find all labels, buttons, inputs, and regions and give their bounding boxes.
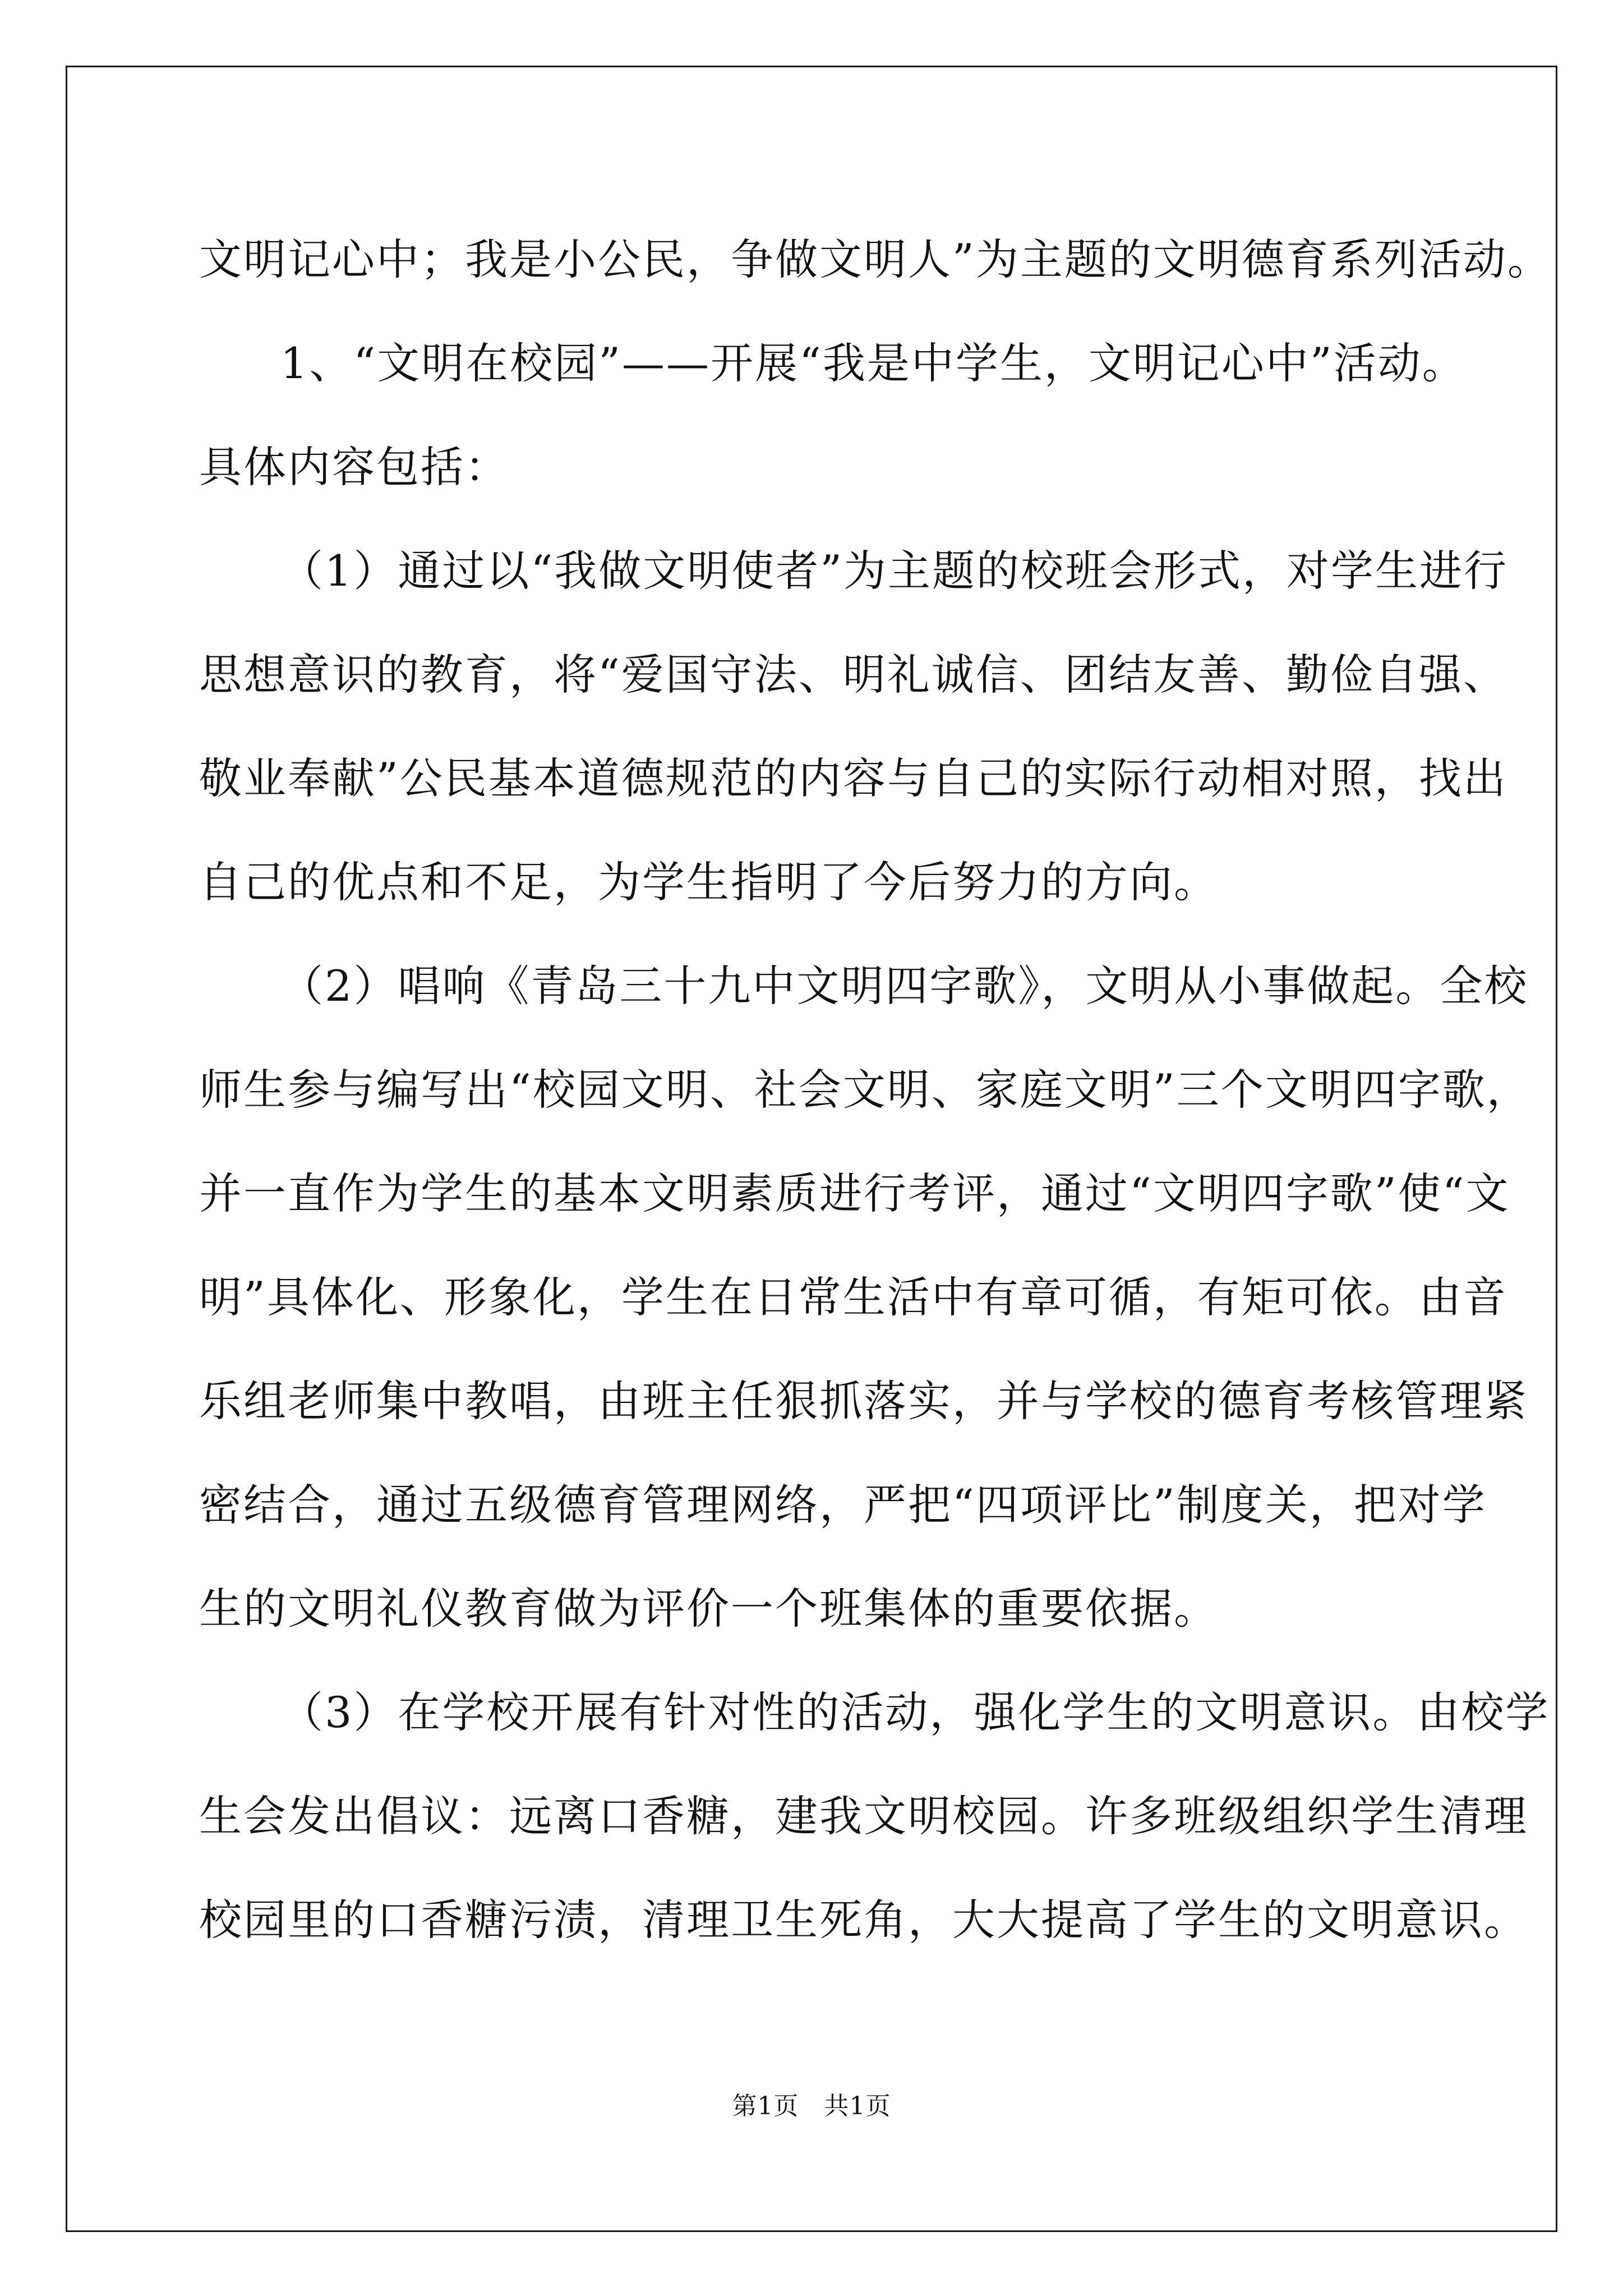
document-body [199,208,1552,1972]
text-line: 思想意识的教育，将“爱国守法、明礼诚信、团结友善、勤俭自强、 [199,650,1507,700]
text-line: 具体内容包括： [199,442,509,492]
text-line: 生会发出倡议：远离口香糖，建我文明校园。许多班级组织学生清理 [199,1791,1528,1841]
text-line: （1）通过以“我做文明使者”为主题的校班会形式，对学生进行 [280,546,1509,596]
page-number-footer: 第1页 共1页 [732,2092,891,2120]
text-line: （3）在学校开展有针对性的活动，强化学生的文明意识。由校学 [280,1687,1550,1737]
text-line: 生的文明礼仪教育做为评价一个班集体的重要依据。 [199,1584,1218,1634]
text-line: 明”具体化、形象化，学生在日常生活中有章可循，有矩可依。由音 [199,1272,1507,1322]
text-line: 并一直作为学生的基本文明素质进行考评，通过“文明四字歌”使“文 [199,1168,1510,1218]
text-line: （2）唱响《青岛三十九中文明四字歌》，文明从小事做起。全校 [280,961,1529,1011]
text-line: 1、“文明在校园”——开展“我是中学生，文明记心中”活动。 [280,338,1467,388]
text-line: 敬业奉献”公民基本道德规范的内容与自己的实际行动相对照，找出 [199,753,1507,803]
text-line: 文明记心中；我是小公民，争做文明人”为主题的文明德育系列活动。 [199,234,1552,284]
text-line: 自己的优点和不足，为学生指明了今后努力的方向。 [199,857,1218,907]
text-line: 校园里的口香糖污渍，清理卫生死角，大大提高了学生的文明意识。 [199,1895,1528,1945]
text-line: 师生参与编写出“校园文明、社会文明、家庭文明”三个文明四字歌， [199,1065,1531,1115]
text-line: 密结合，通过五级德育管理网络，严把“四项评比”制度关，把对学 [199,1480,1487,1530]
text-line: 乐组老师集中教唱，由班主任狠抓落实，并与学校的德育考核管理紧 [199,1376,1528,1426]
